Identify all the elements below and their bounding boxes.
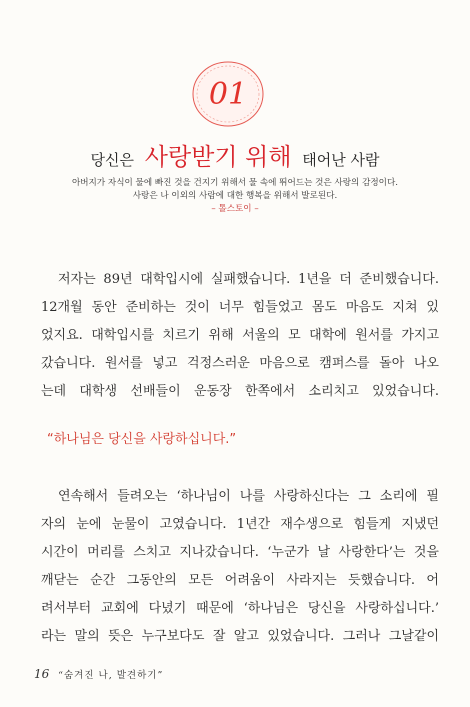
paragraph-line: 었지요. 대학입시를 치르기 위해 서울의 모 대학에 원서를 가지고 <box>41 328 439 343</box>
chapter-number-badge <box>189 58 267 130</box>
chapter-number: 01 <box>208 77 248 112</box>
chapter-title-emphasis: 사랑받기 위해 <box>144 143 292 171</box>
chapter-badge-graphic <box>189 58 267 130</box>
paragraph-line: 깨닫는 순간 그동안의 모든 어려움이 사라지는 듯했습니다. 어 <box>41 573 439 588</box>
page-footer <box>34 667 163 681</box>
epigraph <box>0 177 470 216</box>
chapter-title <box>0 137 470 172</box>
epigraph-line: 사랑은 나 이외의 사람에 대한 행복을 위해서 발로된다. <box>132 191 338 201</box>
paragraph-line: 라는 말의 뜻은 누구보다도 잘 알고 있었습니다. 그러나 그날같이 <box>41 629 439 644</box>
book-title: “숨겨진 나, 발견하기” <box>58 670 164 681</box>
highlighted-quote: “하나님은 당신을 사랑하십니다.” <box>47 432 237 447</box>
paragraph-line: 갔습니다. 원서를 넣고 걱정스러운 마음으로 캠퍼스를 돌아 나오 <box>41 356 439 371</box>
chapter-title-after: 태어난 사람 <box>302 151 380 169</box>
body-paragraph-2 <box>41 483 439 651</box>
epigraph-line: 아버지가 자식이 물에 빠진 것을 건지기 위해서 물 속에 뛰어드는 것은 사랑의 감정이다. <box>71 178 399 188</box>
paragraph-line: 12개월 동안 준비하는 것이 너무 힘들었고 몸도 마음도 지쳐 있 <box>41 300 439 315</box>
body-paragraph-1 <box>41 266 439 406</box>
paragraph-line: 자의 눈에 눈물이 고였습니다. 1년간 재수생으로 힘들게 지냈던 <box>41 517 439 532</box>
paragraph-line: 저자는 89년 대학입시에 실패했습니다. 1년을 더 준비했습니다. <box>58 272 439 287</box>
chapter-title-before: 당신은 <box>90 151 134 169</box>
paragraph-line: 연속해서 들려오는 ‘하나님이 나를 사랑하신다는 그 소리에 필 <box>58 489 439 504</box>
page-number: 16 <box>34 667 50 681</box>
epigraph-author: – 톨스토이 – <box>211 204 259 214</box>
paragraph-line: 는데 대학생 선배들이 운동장 한쪽에서 소리치고 있었습니다. <box>41 384 439 399</box>
paragraph-line: 려서부터 교회에 다녔기 때문에 ‘하나님은 당신을 사랑하십니다.’ <box>41 601 439 616</box>
paragraph-line: 시간이 머리를 스치고 지나갔습니다. ‘누군가 날 사랑한다’는 것을 <box>41 545 439 560</box>
